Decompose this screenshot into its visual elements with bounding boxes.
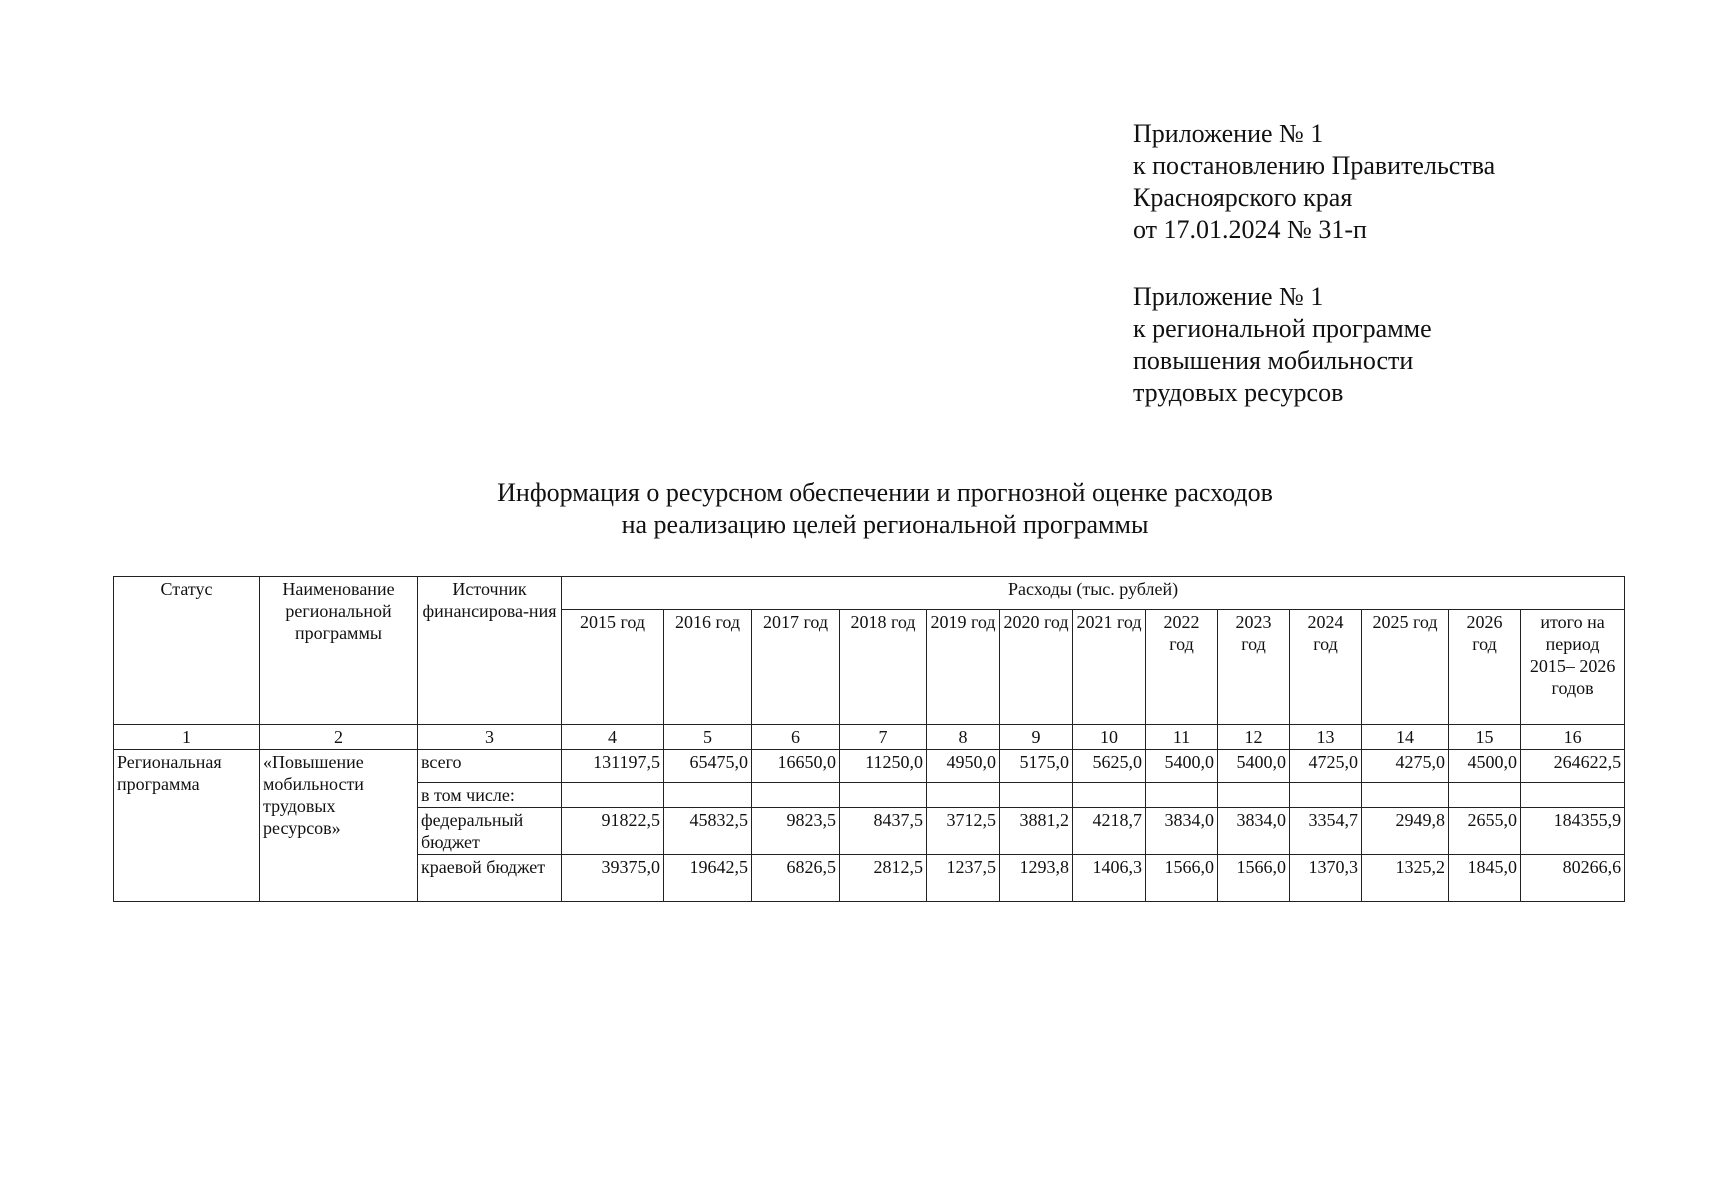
- header-year: 2024 год: [1290, 610, 1362, 725]
- value-cell: 2812,5: [840, 855, 927, 902]
- appendix-decree-line: Красноярского края: [1133, 183, 1353, 212]
- column-number: 5: [664, 725, 752, 750]
- value-cell: 4218,7: [1073, 808, 1146, 855]
- value-cell: 4500,0: [1449, 750, 1521, 783]
- column-number: 10: [1073, 725, 1146, 750]
- value-cell: 91822,5: [562, 808, 664, 855]
- value-cell: 131197,5: [562, 750, 664, 783]
- value-cell: 5400,0: [1218, 750, 1290, 783]
- value-cell: [752, 783, 840, 808]
- value-cell: 1845,0: [1449, 855, 1521, 902]
- program-name-cell: «Повышение мобильности трудовых ресурсов»: [260, 750, 418, 902]
- column-number: 13: [1290, 725, 1362, 750]
- expenses-table: [113, 576, 1625, 902]
- header-program-name: Наименование региональной программы: [260, 577, 418, 725]
- header-year: 2020 год: [1000, 610, 1073, 725]
- value-cell: 1237,5: [927, 855, 1000, 902]
- header-total-period: итого на период 2015– 2026 годов: [1521, 610, 1625, 725]
- value-cell: 3354,7: [1290, 808, 1362, 855]
- value-cell: 4725,0: [1290, 750, 1362, 783]
- header-year: 2023 год: [1218, 610, 1290, 725]
- value-cell: 8437,5: [840, 808, 927, 855]
- document-title: [0, 477, 1712, 541]
- value-cell: 3834,0: [1146, 808, 1218, 855]
- value-cell: 4950,0: [927, 750, 1000, 783]
- source-cell: в том числе:: [418, 783, 562, 808]
- column-number-row: [114, 725, 1625, 750]
- value-cell: 6826,5: [752, 855, 840, 902]
- value-cell: [1290, 783, 1362, 808]
- header-year: 2026 год: [1449, 610, 1521, 725]
- header-status: Статус: [114, 577, 260, 725]
- source-cell: федеральный бюджет: [418, 808, 562, 855]
- value-cell: [927, 783, 1000, 808]
- value-cell: 39375,0: [562, 855, 664, 902]
- appendix-program-line: Приложение № 1: [1133, 282, 1324, 311]
- total-value-cell: [1521, 783, 1625, 808]
- header-year: 2018 год: [840, 610, 927, 725]
- value-cell: [562, 783, 664, 808]
- value-cell: 5400,0: [1146, 750, 1218, 783]
- value-cell: 3834,0: [1218, 808, 1290, 855]
- value-cell: 65475,0: [664, 750, 752, 783]
- value-cell: 5625,0: [1073, 750, 1146, 783]
- header-year: 2021 год: [1073, 610, 1146, 725]
- value-cell: [840, 783, 927, 808]
- total-value-cell: 184355,9: [1521, 808, 1625, 855]
- value-cell: 45832,5: [664, 808, 752, 855]
- value-cell: [1000, 783, 1073, 808]
- header-year: 2022 год: [1146, 610, 1218, 725]
- column-number: 7: [840, 725, 927, 750]
- header-year: 2015 год: [562, 610, 664, 725]
- title-line-2: на реализацию целей региональной программы: [621, 510, 1149, 539]
- total-value-cell: 80266,6: [1521, 855, 1625, 902]
- appendix-decree-line: к постановлению Правительства: [1133, 151, 1496, 180]
- title-line-1: Информация о ресурсном обеспечении и прогнозной оценке расходов: [497, 478, 1273, 507]
- value-cell: 3712,5: [927, 808, 1000, 855]
- value-cell: 2949,8: [1362, 808, 1449, 855]
- column-number: 14: [1362, 725, 1449, 750]
- value-cell: [1146, 783, 1218, 808]
- value-cell: [1449, 783, 1521, 808]
- total-value-cell: 264622,5: [1521, 750, 1625, 783]
- header-expenses: Расходы (тыс. рублей): [562, 577, 1625, 610]
- value-cell: 2655,0: [1449, 808, 1521, 855]
- header-year: 2017 год: [752, 610, 840, 725]
- header-year: 2025 год: [1362, 610, 1449, 725]
- value-cell: 3881,2: [1000, 808, 1073, 855]
- value-cell: 1293,8: [1000, 855, 1073, 902]
- source-cell: всего: [418, 750, 562, 783]
- column-number: 9: [1000, 725, 1073, 750]
- value-cell: 1566,0: [1218, 855, 1290, 902]
- source-cell: краевой бюджет: [418, 855, 562, 902]
- value-cell: 1370,3: [1290, 855, 1362, 902]
- column-number: 2: [260, 725, 418, 750]
- appendix-program-line: повышения мобильности: [1133, 346, 1414, 375]
- column-number: 8: [927, 725, 1000, 750]
- header-source: Источник финансирова-ния: [418, 577, 562, 725]
- value-cell: 16650,0: [752, 750, 840, 783]
- header-year: 2016 год: [664, 610, 752, 725]
- status-cell: Региональная программа: [114, 750, 260, 902]
- column-number: 15: [1449, 725, 1521, 750]
- appendix-decree-line: от 17.01.2024 № 31-п: [1133, 215, 1367, 244]
- column-number: 3: [418, 725, 562, 750]
- value-cell: 1325,2: [1362, 855, 1449, 902]
- value-cell: 1566,0: [1146, 855, 1218, 902]
- appendix-program-block: [1133, 281, 1432, 409]
- column-number: 16: [1521, 725, 1625, 750]
- column-number: 11: [1146, 725, 1218, 750]
- value-cell: [1362, 783, 1449, 808]
- value-cell: [1218, 783, 1290, 808]
- value-cell: 11250,0: [840, 750, 927, 783]
- value-cell: 1406,3: [1073, 855, 1146, 902]
- value-cell: 5175,0: [1000, 750, 1073, 783]
- value-cell: 19642,5: [664, 855, 752, 902]
- value-cell: [664, 783, 752, 808]
- value-cell: [1073, 783, 1146, 808]
- header-year: 2019 год: [927, 610, 1000, 725]
- column-number: 4: [562, 725, 664, 750]
- appendix-program-line: трудовых ресурсов: [1133, 378, 1344, 407]
- appendix-decree-block: [1133, 118, 1495, 246]
- value-cell: 4275,0: [1362, 750, 1449, 783]
- appendix-program-line: к региональной программе: [1133, 314, 1432, 343]
- column-number: 1: [114, 725, 260, 750]
- column-number: 12: [1218, 725, 1290, 750]
- value-cell: 9823,5: [752, 808, 840, 855]
- table-row-total: [114, 750, 1625, 783]
- column-number: 6: [752, 725, 840, 750]
- appendix-decree-line: Приложение № 1: [1133, 119, 1324, 148]
